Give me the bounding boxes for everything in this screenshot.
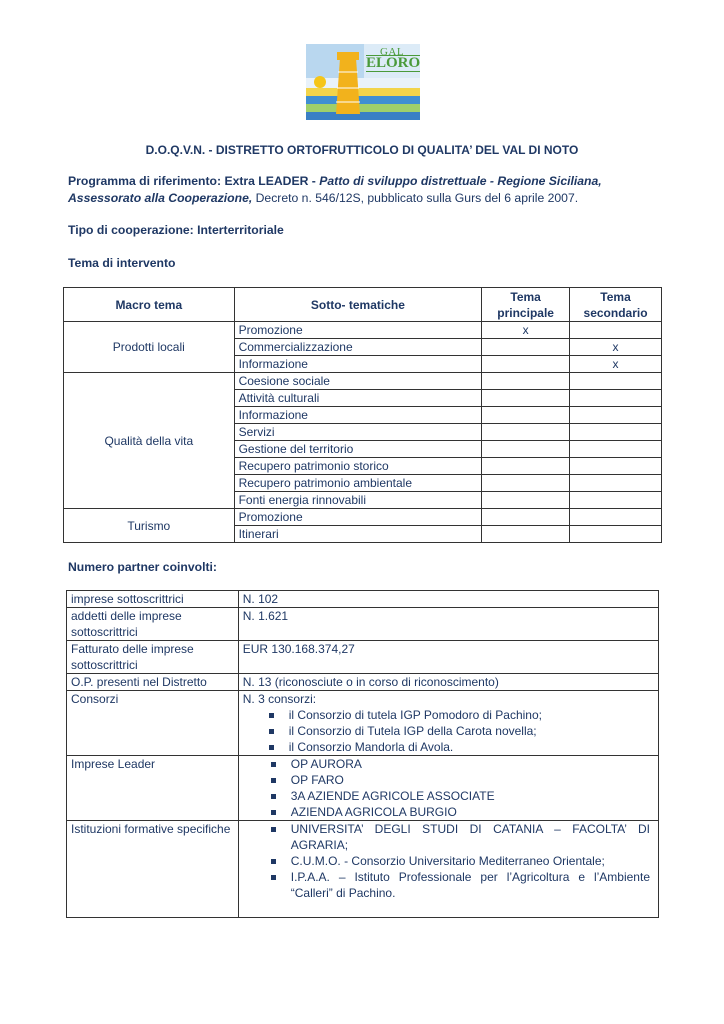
partner-label-cell: Imprese Leader <box>67 756 239 821</box>
tema-principale-cell <box>482 526 570 543</box>
gal-eloro-logo <box>306 44 420 120</box>
tema-table <box>63 287 662 543</box>
sotto-tematica-cell: Informazione <box>234 407 482 424</box>
partner-row <box>67 691 659 756</box>
partner-label-cell: Fatturato delle imprese sottoscrittrici <box>67 641 239 674</box>
programma-rest: Decreto n. 546/12S, pubblicato sulla Gurs del 6 aprile 2007. <box>252 191 579 205</box>
tema-secondario-cell <box>570 526 662 543</box>
partner-heading: Numero partner coinvolti: <box>68 560 217 574</box>
partner-value-cell <box>238 691 658 756</box>
partner-row <box>67 608 659 641</box>
sotto-tematica-cell: Gestione del territorio <box>234 441 482 458</box>
partner-label-cell: Consorzi <box>67 691 239 756</box>
partner-value-cell <box>238 674 658 691</box>
sotto-tematica-cell: Informazione <box>234 356 482 373</box>
tema-principale-cell <box>482 492 570 509</box>
partner-row <box>67 821 659 918</box>
partner-item-list <box>243 707 654 755</box>
list-item: AZIENDA AGRICOLA BURGIO <box>291 804 650 820</box>
sotto-tematica-cell: Commercializzazione <box>234 339 482 356</box>
sotto-tematica-cell: Coesione sociale <box>234 373 482 390</box>
macro-tema-cell: Prodotti locali <box>64 322 235 373</box>
partner-table <box>66 590 659 918</box>
sotto-tematica-cell: Promozione <box>234 322 482 339</box>
header-macro-tema: Macro tema <box>64 288 235 322</box>
tema-principale-cell <box>482 390 570 407</box>
header-sotto-tematiche: Sotto- tematiche <box>234 288 482 322</box>
macro-tema-cell: Qualità della vita <box>64 373 235 509</box>
partner-value-text: EUR 130.168.374,27 <box>242 642 355 656</box>
partner-label-cell: imprese sottoscrittrici <box>67 591 239 608</box>
tema-row <box>64 373 662 390</box>
programma-paragraph <box>68 173 668 207</box>
list-item: C.U.M.O. - Consorzio Universitario Mediterraneo Orientale; <box>291 853 650 869</box>
partner-value-text: N. 3 consorzi: <box>242 692 317 706</box>
tema-principale-cell <box>482 458 570 475</box>
tema-secondario-cell: x <box>570 339 662 356</box>
tema-secondario-cell: x <box>570 356 662 373</box>
tema-principale-cell <box>482 339 570 356</box>
tema-secondario-cell <box>570 458 662 475</box>
partner-row <box>67 756 659 821</box>
list-item: 3A AZIENDE AGRICOLE ASSOCIATE <box>291 788 650 804</box>
tema-principale-cell: x <box>482 322 570 339</box>
partner-value-cell <box>238 608 658 641</box>
tema-principale-cell <box>482 407 570 424</box>
partner-table-body <box>67 591 659 918</box>
sotto-tematica-cell: Fonti energia rinnovabili <box>234 492 482 509</box>
header-tema-secondario: Tema secondario <box>570 288 662 322</box>
tema-secondario-cell <box>570 424 662 441</box>
partner-row <box>67 591 659 608</box>
tema-secondario-cell <box>570 475 662 492</box>
partner-value-cell <box>238 821 658 918</box>
tema-row <box>64 509 662 526</box>
list-item: OP AURORA <box>291 756 650 772</box>
partner-label-cell: Istituzioni formative specifiche <box>67 821 239 918</box>
programma-label: Programma di riferimento: Extra LEADER - <box>68 174 320 188</box>
tema-principale-cell <box>482 441 570 458</box>
document-title: D.O.Q.V.N. - DISTRETTO ORTOFRUTTICOLO DI QUALITA’ DEL VAL DI NOTO <box>145 143 579 157</box>
tema-principale-cell <box>482 509 570 526</box>
list-item: il Consorzio di Tutela IGP della Carota novella; <box>289 723 650 739</box>
tema-table-body <box>64 322 662 543</box>
header-tema-principale: Tema principale <box>482 288 570 322</box>
sotto-tematica-cell: Promozione <box>234 509 482 526</box>
tipo-cooperazione: Tipo di cooperazione: Interterritoriale <box>68 223 284 237</box>
tema-secondario-cell <box>570 509 662 526</box>
list-item: I.P.A.A. – Istituto Professionale per l’Agricoltura e l’Ambiente “Calleri” di Pachino. <box>290 870 650 900</box>
sotto-tematica-cell: Itinerari <box>234 526 482 543</box>
partner-value-text: N. 13 (riconosciute o in corso di riconoscimento) <box>242 675 499 689</box>
partner-row <box>67 641 659 674</box>
partner-label-cell: O.P. presenti nel Distretto <box>67 674 239 691</box>
partner-item-list <box>243 821 654 901</box>
tema-secondario-cell <box>570 373 662 390</box>
partner-value-cell <box>238 756 658 821</box>
tema-secondario-cell <box>570 441 662 458</box>
tema-principale-cell <box>482 475 570 492</box>
partner-label-cell: addetti delle imprese sottoscrittrici <box>67 608 239 641</box>
sotto-tematica-cell: Recupero patrimonio storico <box>234 458 482 475</box>
partner-row <box>67 674 659 691</box>
logo-text-eloro: ELORO <box>366 55 421 71</box>
tema-secondario-cell <box>570 390 662 407</box>
partner-value-text: N. 1.621 <box>242 609 289 623</box>
list-item: il Consorzio di tutela IGP Pomodoro di Pachino; <box>289 707 650 723</box>
sotto-tematica-cell: Servizi <box>234 424 482 441</box>
list-item: il Consorzio Mandorla di Avola. <box>289 739 650 755</box>
partner-value-text: N. 102 <box>242 592 279 606</box>
tema-secondario-cell <box>570 492 662 509</box>
sotto-tematica-cell: Recupero patrimonio ambientale <box>234 475 482 492</box>
sotto-tematica-cell: Attività culturali <box>234 390 482 407</box>
programma-italic: Patto di sviluppo distrettuale - Regione Siciliana, Assessorato alla Cooperazione, <box>68 174 602 205</box>
tema-principale-cell <box>482 424 570 441</box>
list-item: OP FARO <box>291 772 650 788</box>
macro-tema-cell: Turismo <box>64 509 235 543</box>
partner-item-list <box>243 756 654 820</box>
tema-secondario-cell <box>570 407 662 424</box>
tema-secondario-cell <box>570 322 662 339</box>
tema-row <box>64 322 662 339</box>
tema-heading: Tema di intervento <box>68 256 176 270</box>
partner-value-cell <box>238 641 658 674</box>
tema-principale-cell <box>482 373 570 390</box>
partner-value-cell <box>238 591 658 608</box>
tema-principale-cell <box>482 356 570 373</box>
logo-text-gal: GAL <box>379 46 405 58</box>
list-item: UNIVERSITA’ DEGLI STUDI DI CATANIA – FACOLTA’ DI AGRARIA; <box>290 822 650 852</box>
